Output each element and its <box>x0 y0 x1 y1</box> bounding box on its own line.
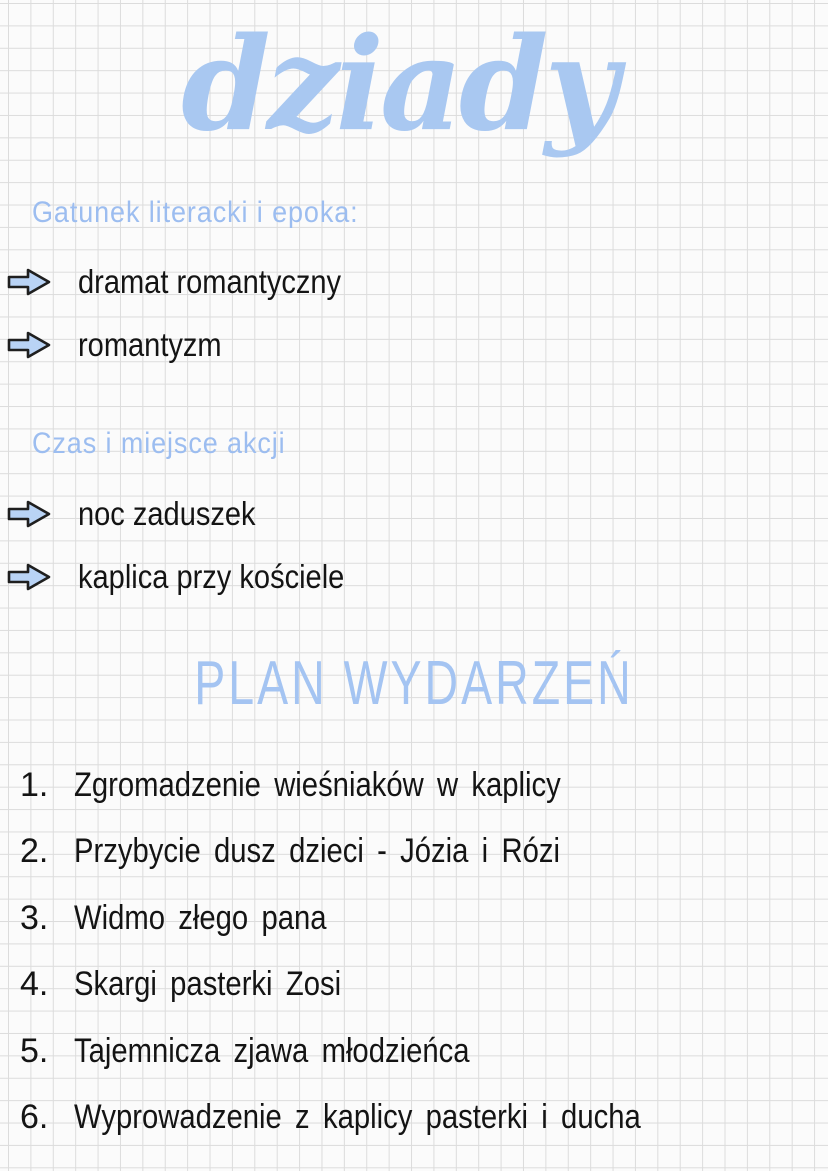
plan-item <box>20 952 820 1019</box>
plan-item-text: Skargi pasterki Zosi <box>74 965 342 1004</box>
plan-item-text: Widmo złego pana <box>74 898 327 937</box>
plan-item-text: Wyprowadzenie z kaplicy pasterki i ducha <box>74 1098 641 1137</box>
plan-list <box>20 752 820 1151</box>
plan-item <box>20 819 820 886</box>
plan-item-number: 1. <box>20 765 49 804</box>
plan-item <box>20 752 820 819</box>
section-heading-genre: Gatunek literacki i epoka: <box>32 196 359 229</box>
list-item <box>6 325 241 365</box>
list-item <box>6 494 280 534</box>
list-item-text: dramat romantyczny <box>78 263 342 300</box>
list-item-text: romantyzm <box>78 326 222 363</box>
plan-item-text: Przybycie dusz dzieci - Józia i Rózi <box>74 832 560 871</box>
arrow-right-icon <box>6 562 52 592</box>
plan-item-number: 6. <box>20 1098 49 1137</box>
plan-item-number: 3. <box>20 898 49 937</box>
arrow-right-icon <box>6 330 52 360</box>
list-item <box>6 557 381 597</box>
page-title: dziady <box>181 10 615 160</box>
plan-item-number: 2. <box>20 832 49 871</box>
plan-item <box>20 1018 820 1085</box>
plan-item-number: 4. <box>20 965 49 1004</box>
plan-item-number: 5. <box>20 1031 49 1070</box>
plan-title: PLAN WYDARZEŃ <box>194 649 634 718</box>
plan-item <box>20 885 820 952</box>
list-item-text: noc zaduszek <box>78 495 256 532</box>
arrow-right-icon <box>6 267 52 297</box>
section-heading-time-place: Czas i miejsce akcji <box>32 427 286 460</box>
arrow-right-icon <box>6 499 52 529</box>
plan-item-text: Tajemnicza zjawa młodzieńca <box>74 1031 470 1070</box>
list-item-text: kaplica przy kościele <box>78 558 345 595</box>
plan-item-text: Zgromadzenie wieśniaków w kaplicy <box>74 765 561 804</box>
list-item <box>6 262 377 302</box>
plan-item <box>20 1085 820 1152</box>
